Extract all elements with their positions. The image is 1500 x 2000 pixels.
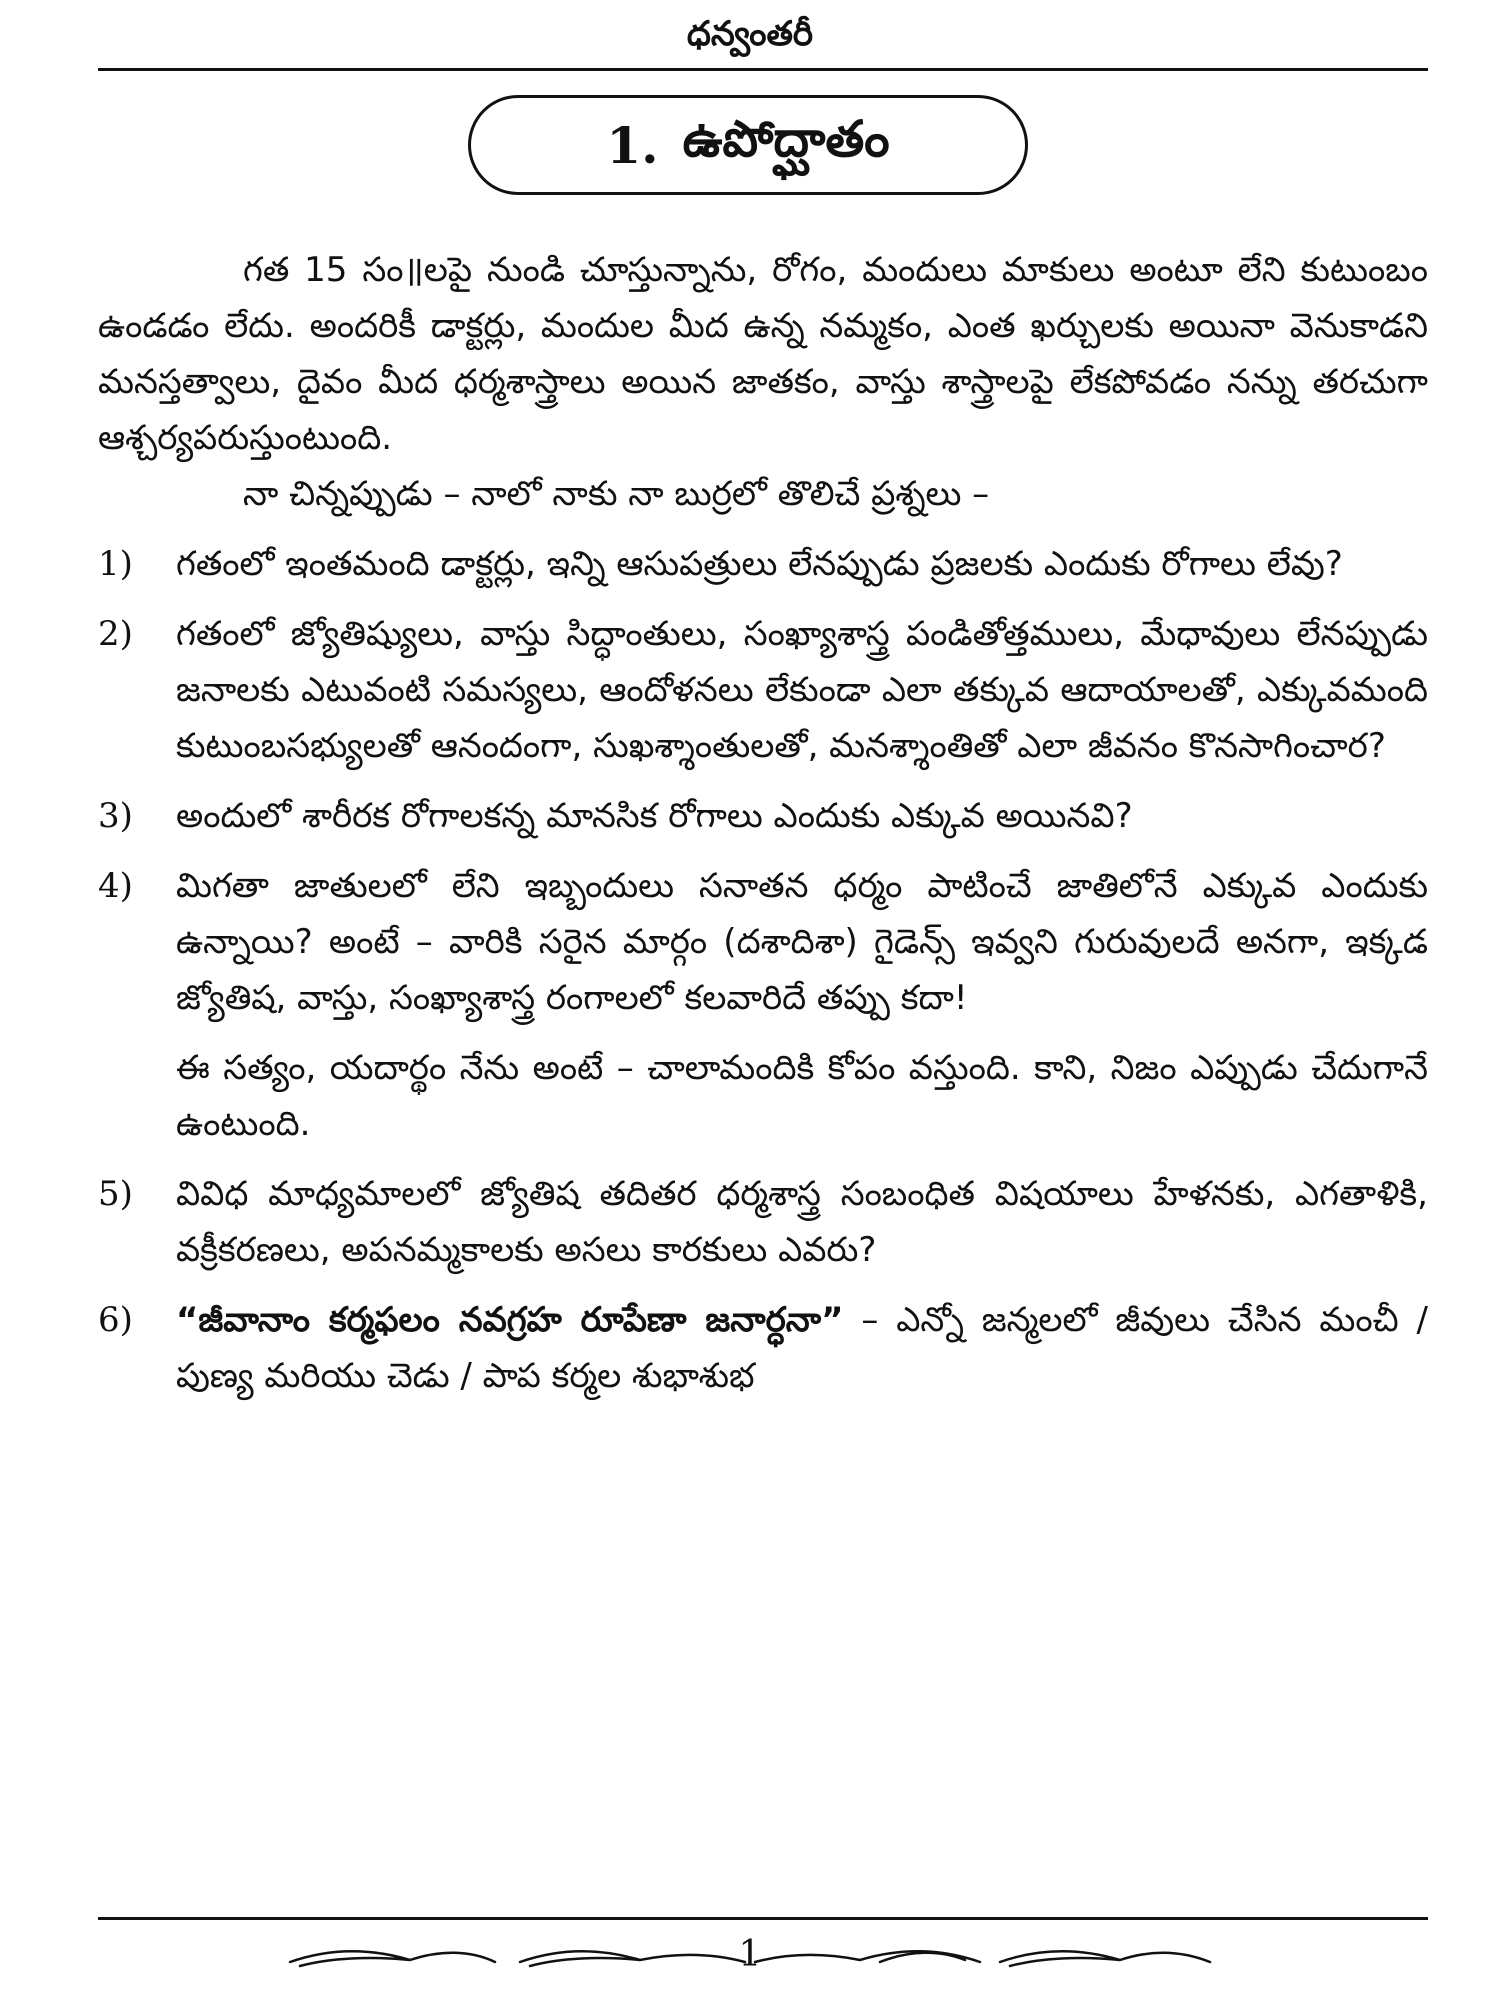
body-text bbox=[98, 242, 1428, 1404]
item-number: 3) bbox=[98, 796, 133, 836]
item-number: 1) bbox=[98, 544, 133, 584]
page-number: 1 bbox=[738, 1934, 762, 1975]
item-text: వివిధ మాధ్యమాలలో జ్యోతిష తదితర ధర్మశాస్త్ర సంబంధిత విషయాలు హేళనకు, ఎగతాళికి, వక్రీకరణలు, అపనమ్మకాలకు అసలు కారకులు ఎవరు? bbox=[176, 1174, 1428, 1270]
item-text-rest: – ఎన్నో జన్మలలో జీవులు చేసిన మంచీ / పుణ్య మరియు చెడు / పాప కర్మల శుభాశుభ bbox=[176, 1300, 1428, 1396]
list-item bbox=[98, 1166, 1428, 1278]
item-number: 6) bbox=[98, 1300, 133, 1340]
chapter-title-box bbox=[468, 95, 1028, 195]
item-number: 2) bbox=[98, 614, 133, 654]
item-number: 4) bbox=[98, 866, 133, 906]
chapter-title: ఉపోద్ఘాతం bbox=[682, 109, 890, 168]
list-item bbox=[98, 536, 1428, 592]
list-item bbox=[98, 606, 1428, 774]
questions-lead: నా చిన్నప్పుడు – నాలో నాకు నా బుర్రలో తొలిచే ప్రశ్నలు – bbox=[243, 474, 990, 514]
item-note: ఈ సత్యం, యదార్థం నేను అంటే – చాలామందికి కోపం వస్తుంది. కాని, నిజం ఎప్పుడు చేదుగానే ఉంటుంది. bbox=[176, 1048, 1428, 1144]
chapter-number: 1. bbox=[606, 115, 659, 175]
footer bbox=[0, 1932, 1500, 1982]
list-item bbox=[98, 858, 1428, 1026]
list-item bbox=[98, 788, 1428, 844]
item-text: గతంలో ఇంతమంది డాక్టర్లు, ఇన్ని ఆసుపత్రులు లేనప్పుడు ప్రజలకు ఎందుకు రోగాలు లేవు? bbox=[176, 544, 1343, 584]
item-text: మిగతా జాతులలో లేని ఇబ్బందులు సనాతన ధర్మం పాటించే జాతిలోనే ఎక్కువ ఎందుకు ఉన్నాయి? అంటే – వారికి సరైన మార్గం (దశాదిశా) గైడెన్స్ ఇవ్వని గురువులదే అనగా, ఇక్కడ జ్యోతిష, వాస్తు, సంఖ్యాశాస్త్ర రంగాలలో కలవారిదే తప్పు కదా! bbox=[176, 866, 1428, 1018]
header-rule bbox=[98, 68, 1428, 71]
item-text: అందులో శారీరక రోగాలకన్న మానసిక రోగాలు ఎందుకు ఎక్కువ అయినవి? bbox=[176, 796, 1133, 836]
sloka-quote: “జీవానాం కర్మఫలం నవగ్రహ రూపేణా జనార్ధనా” bbox=[176, 1300, 844, 1340]
footer-rule bbox=[98, 1917, 1428, 1920]
intro-paragraph: గత 15 సం॥లపై నుండి చూస్తున్నాను, రోగం, మందులు మాకులు అంటూ లేని కుటుంబం ఉండడం లేదు. అందరికీ డాక్టర్లు, మందుల మీద ఉన్న నమ్మకం, ఎంత ఖర్చులకు అయినా వెనుకాడని మనస్తత్వాలు, దైవం మీద ధర్మశాస్త్రాలు అయిన జాతకం, వాస్తు శాస్త్రాలపై లేకపోవడం నన్ను తరచుగా ఆశ్చర్యపరుస్తుంటుంది. bbox=[98, 250, 1428, 458]
list-item bbox=[98, 1292, 1428, 1404]
item-text bbox=[176, 1292, 1428, 1404]
item-text: గతంలో జ్యోతిష్యులు, వాస్తు సిద్ధాంతులు, సంఖ్యాశాస్త్ర పండితోత్తములు, మేధావులు లేనప్పుడు జనాలకు ఎటువంటి సమస్యలు, ఆందోళనలు లేకుండా ఎలా తక్కువ ఆదాయాలతో, ఎక్కువమంది కుటుంబసభ్యులతో ఆనందంగా, సుఖశ్శాంతులతో, మనశ్శాంతితో ఎలా జీవనం కొనసాగించార? bbox=[176, 614, 1428, 766]
item-number: 5) bbox=[98, 1174, 133, 1214]
running-head: ధన్వంతరీ bbox=[686, 14, 814, 54]
